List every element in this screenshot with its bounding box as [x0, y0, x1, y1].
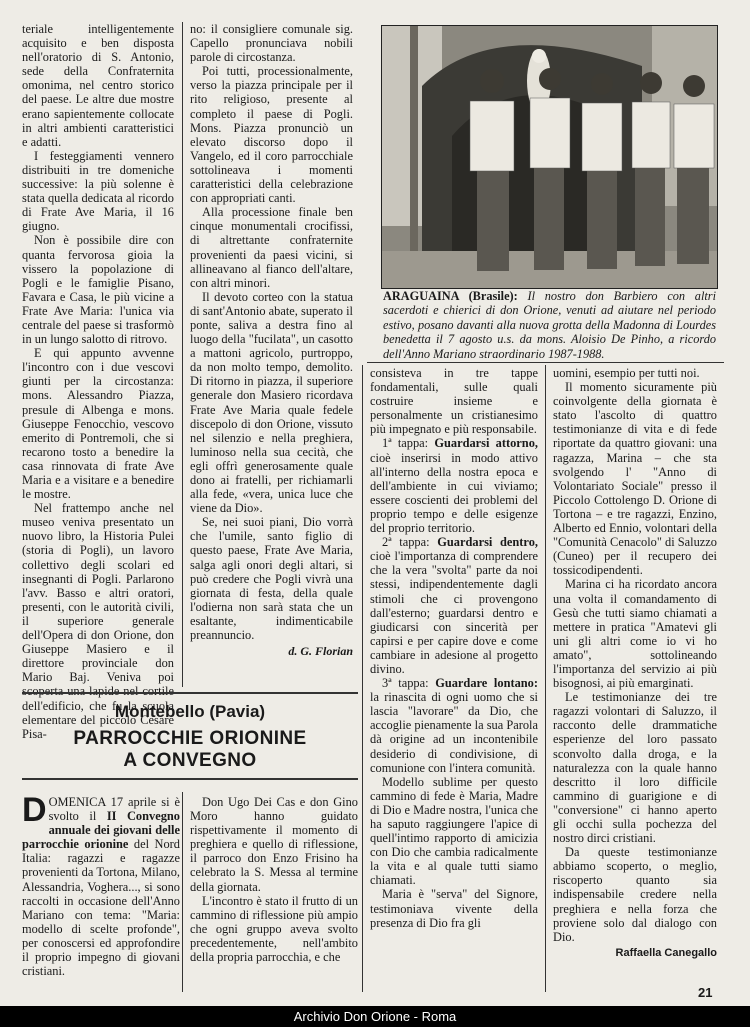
headline-rule-top [22, 692, 358, 694]
article1-column1 [22, 22, 174, 741]
article2-title-line2: A CONVEGNO [123, 750, 257, 771]
paragraph: Alla processione finale ben cinque monumentali crocifissi, di altrettante confraternite provenienti da paesi vicini, si allineavano al fianco dell'altare, con altri minori. [190, 205, 353, 290]
paragraph: L'incontro è stato il frutto di un cammino di riflessione più ampio che ogni gruppo aveva svolto precedentemente, nell'ambito della propria parrocchia, e che [190, 893, 358, 965]
step-number: 3ª tappa: [382, 676, 429, 691]
lead-bold: II Convegno annuale dei giovani delle parrocchie orionine [22, 809, 180, 852]
paragraph: Poi tutti, processionalmente, verso la piazza principale per il rito religioso, presente al completo il paese di Pogli. Mons. Piazza pronunciò un elevato discorso dopo il Vangelo, ed il coro parrocchiale sottolineava i momenti caratteristici della celebrazione con appropriati canti. [190, 64, 353, 206]
article2-column2 [190, 795, 358, 964]
article2-headline [22, 702, 358, 772]
article1-column2 [190, 22, 353, 658]
caption-text: Il nostro don Barbiero con altri sacerdoti e chierici di don Orione, venuti ad aiutare nel periodo estivo, posano davanti alla nuova grotta della Madonna di Lourdes benedetta il 7 agosto u.s. da mons. Aloisio De Pinho, a ricordo dell'Anno Mariano straordinario 1987-1988. [383, 289, 716, 361]
step-number: 2ª tappa: [382, 535, 430, 550]
paragraph: consisteva in tre tappe fondamentali, sulle quali costruire insieme e personalmente un cristianesimo più impegnato e più responsabile. [370, 366, 538, 437]
lead-start: OMENICA 17 aprile si è svolto il [48, 795, 180, 824]
paragraph: Marina ci ha ricordato ancora una volta il comandamento di Gesù che tutti siamo chiamati a mettere in pratica "Amatevi gli uni gli altri come io vi ho amato", sottolineando l'importanza del servizio ai più bisognosi, ai più emarginati. [553, 577, 717, 691]
step-2 [370, 535, 538, 676]
photo-caption [383, 289, 716, 361]
paragraph: Modello sublime per questo cammino di fede è Maria, Madre di Dio e Madre nostra, l'unica che ha saputo raggiungere l'apice di quell'intimo rapporto di amicizia con Dio che cambia radicalmente la vita e al quale tutti siamo chiamati. [370, 774, 538, 888]
paragraph: teriale intelligentemente acquisito e ben disposta nell'oratorio di S. Antonio, sede della Confraternita omonima, nel centro storico del paese. Le altre due mostre erano sapientemente collocate in altri ambienti caratteristici e adatti. [22, 22, 174, 149]
paragraph: Il devoto corteo con la statua di sant'Antonio abate, superato il ponte, saliva a destra fino al luogo della "fucilata", un casotto a mattoni agricolo, purtroppo, da non molto tempo, demolito. Di ritorno in piazza, il superiore generale don Masiero ricordava Frate Ave Maria quale fedele discepolo di don Orione, vissuto nel silenzio e nella preghiera, luminoso nella sua cecità, che egli offrì generosamente quale dono ai fratelli, per richiamarli alla fede, «vera, unica luce che viene da Dio». [190, 289, 353, 516]
lead-paragraph [22, 791, 180, 979]
paragraph: uomini, esempio per tutti noi. [553, 366, 700, 380]
article2-place: Montebello (Pavia) [114, 702, 266, 721]
paragraph: Don Ugo Dei Cas e don Gino Moro hanno guidato rispettivamente il momento di preghiera e quello di riflessione, il parroco don Enzo Frisino ha celebrato la S. Messa al termine della giornata. [190, 795, 358, 894]
column-divider [182, 792, 183, 992]
author-signature: Raffaella Canegallo [615, 946, 717, 959]
lead-end: del Nord Italia: ragazzi e ragazze provenienti da Tortona, Milano, Alessandria, Voghera..., si sono raccolti in occasione dell'Anno Mariano con tema: "Maria: modello di scelte profonde", per conoscersi ed approfondire il proprio impegno di giovani cristiani. [22, 837, 180, 979]
step-3 [370, 676, 538, 775]
step-title: Guardare lontano: [435, 676, 538, 691]
paragraph: E qui appunto avvenne l'incontro con i due vescovi giunti per la circostanza: mons. Alessandro Piazza, presule di Albenga e mons. Giuseppe Fenocchio, vescovo emerito di Pontremoli, che si recarono tosto a benedire la casa rinnovata di frate Ave Maria e a visitare e a benedire le mostre. [22, 346, 174, 502]
paragraph: Maria è "serva" del Signore, testimoniava vivente della presenza di Dio fra gli [370, 887, 538, 930]
article2-column1 [22, 791, 180, 979]
archive-footer: Archivio Don Orione - Roma [0, 1006, 750, 1027]
paragraph: I festeggiamenti vennero distribuiti in tre domeniche successive: la più solenne è stata quella dedicata al ricordo di Frate Ave Maria, il 16 giugno. [22, 148, 174, 234]
step-text: cioè inserirsi in modo attivo all'interno della nostra epoca e dell'ambiente in cui viviamo; essere coscienti dei problemi del proprio tempo e delle esigenze del proprio territorio. [370, 450, 538, 536]
step-1 [370, 436, 538, 535]
paragraph: Se, nei suoi piani, Dio vorrà che l'umile, santo figlio di questo paese, Frate Ave Maria, salga agli onori degli altari, si può credere che Pogli vivrà una giornata di festa, della quale l'odierna non sarà stata che un esaltante, indimenticabile preannuncio. [190, 515, 353, 643]
column-divider [182, 22, 183, 687]
paragraph: Il momento sicuramente più coinvolgente della giornata è stato l'ascolto di quattro testimonianze di vita e di fede riportate da quattro giovani: una ragazza, Marina – che sta svolgendo l' "Anno di Volontariato Sociale" presso il Piccolo Cottolengo D. Orione di Tortona – e tre ragazzi, Enzino, Alberto ed Ennio, volontari della "Comunità Cenacolo" di Saluzzo (Cuneo) per il recupero dei tossicodipendenti. [553, 380, 717, 578]
step-title: Guardarsi dentro, [437, 535, 538, 550]
caption-divider [367, 362, 724, 363]
step-text: cioè l'importanza di comprendere che la vera "svolta" parte da noi stessi, indipendentemente dagli stimoli che ci provengono dall'esterno; guardarsi dentro e giudicarsi con sincerità per capirsi e per capire dove e come cambiare in adesione al progetto divino. [370, 549, 538, 676]
step-number: 1ª tappa: [382, 436, 429, 451]
step-text: la rinascita di ogni uomo che si lascia "lavorare" da Dio, che accoglie pienamente la sua Parola dà origine ad un incontenibile desiderio di condivisione, di comunione con l'intera comunità. [370, 690, 538, 775]
author-signature: d. G. Florian [288, 644, 353, 659]
caption-place: ARAGUAINA (Brasile): [383, 289, 518, 303]
group-photo-image [382, 26, 717, 288]
step-title: Guardarsi attorno, [434, 436, 538, 451]
page-number: 21 [698, 985, 713, 1000]
column-divider [545, 365, 546, 992]
column-divider [362, 365, 363, 992]
article2-column4 [553, 366, 717, 960]
group-photo [381, 25, 718, 289]
paragraph: no: il consigliere comunale sig. Capello pronunciava nobili parole di circostanza. [190, 22, 353, 65]
paragraph: Nel frattempo anche nel museo veniva presentato un nuovo libro, la Historia Pulei (storia di Pogli), un lavoro collettivo degli scolari ed insegnanti di Pogli. Parlarono l'avv. Basso e altri oratori, presenti, con le autorità civili, il superiore generale dell'Opera di don Orione, don Giuseppe Masiero e il direttore provinciale don Mario Baj. Veniva poi dell'edificio, che fu la scuola elementare del piccolo Cesare Pisa- [22, 501, 174, 741]
paragraph: Le testimonianze dei tre ragazzi volontari di Saluzzo, il racconto delle drammatiche esperienze del loro passato sconvolto dalla droga, e la naturalezza con la quale hanno descritto il loro difficile cammino di guarigione e di "conversione" ci hanno aperto gli occhi sulla pochezza del nostro dirci cristiani. [553, 690, 717, 846]
article2-title-line1: PARROCCHIE ORIONINE [73, 728, 307, 749]
dropcap: D [22, 791, 47, 829]
article2-column3 [370, 366, 538, 930]
paragraph: Non è possibile dire con quanta fervorosa gioia la vissero la popolazione di Pogli e le famiglie Pisano, Favara e Casa, le più vicine a Frate Ave Maria: l'unica via centrale del paese si trasformò in un lungo salotto di ritrovo. [22, 233, 174, 347]
paragraph: Da queste testimonianze abbiamo scoperto, o meglio, riscoperto quanto sia indispensabile credere nella preghiera e nella forza che proviene solo dal dialogo con Dio. [553, 845, 717, 944]
headline-rule-bottom [22, 778, 358, 780]
